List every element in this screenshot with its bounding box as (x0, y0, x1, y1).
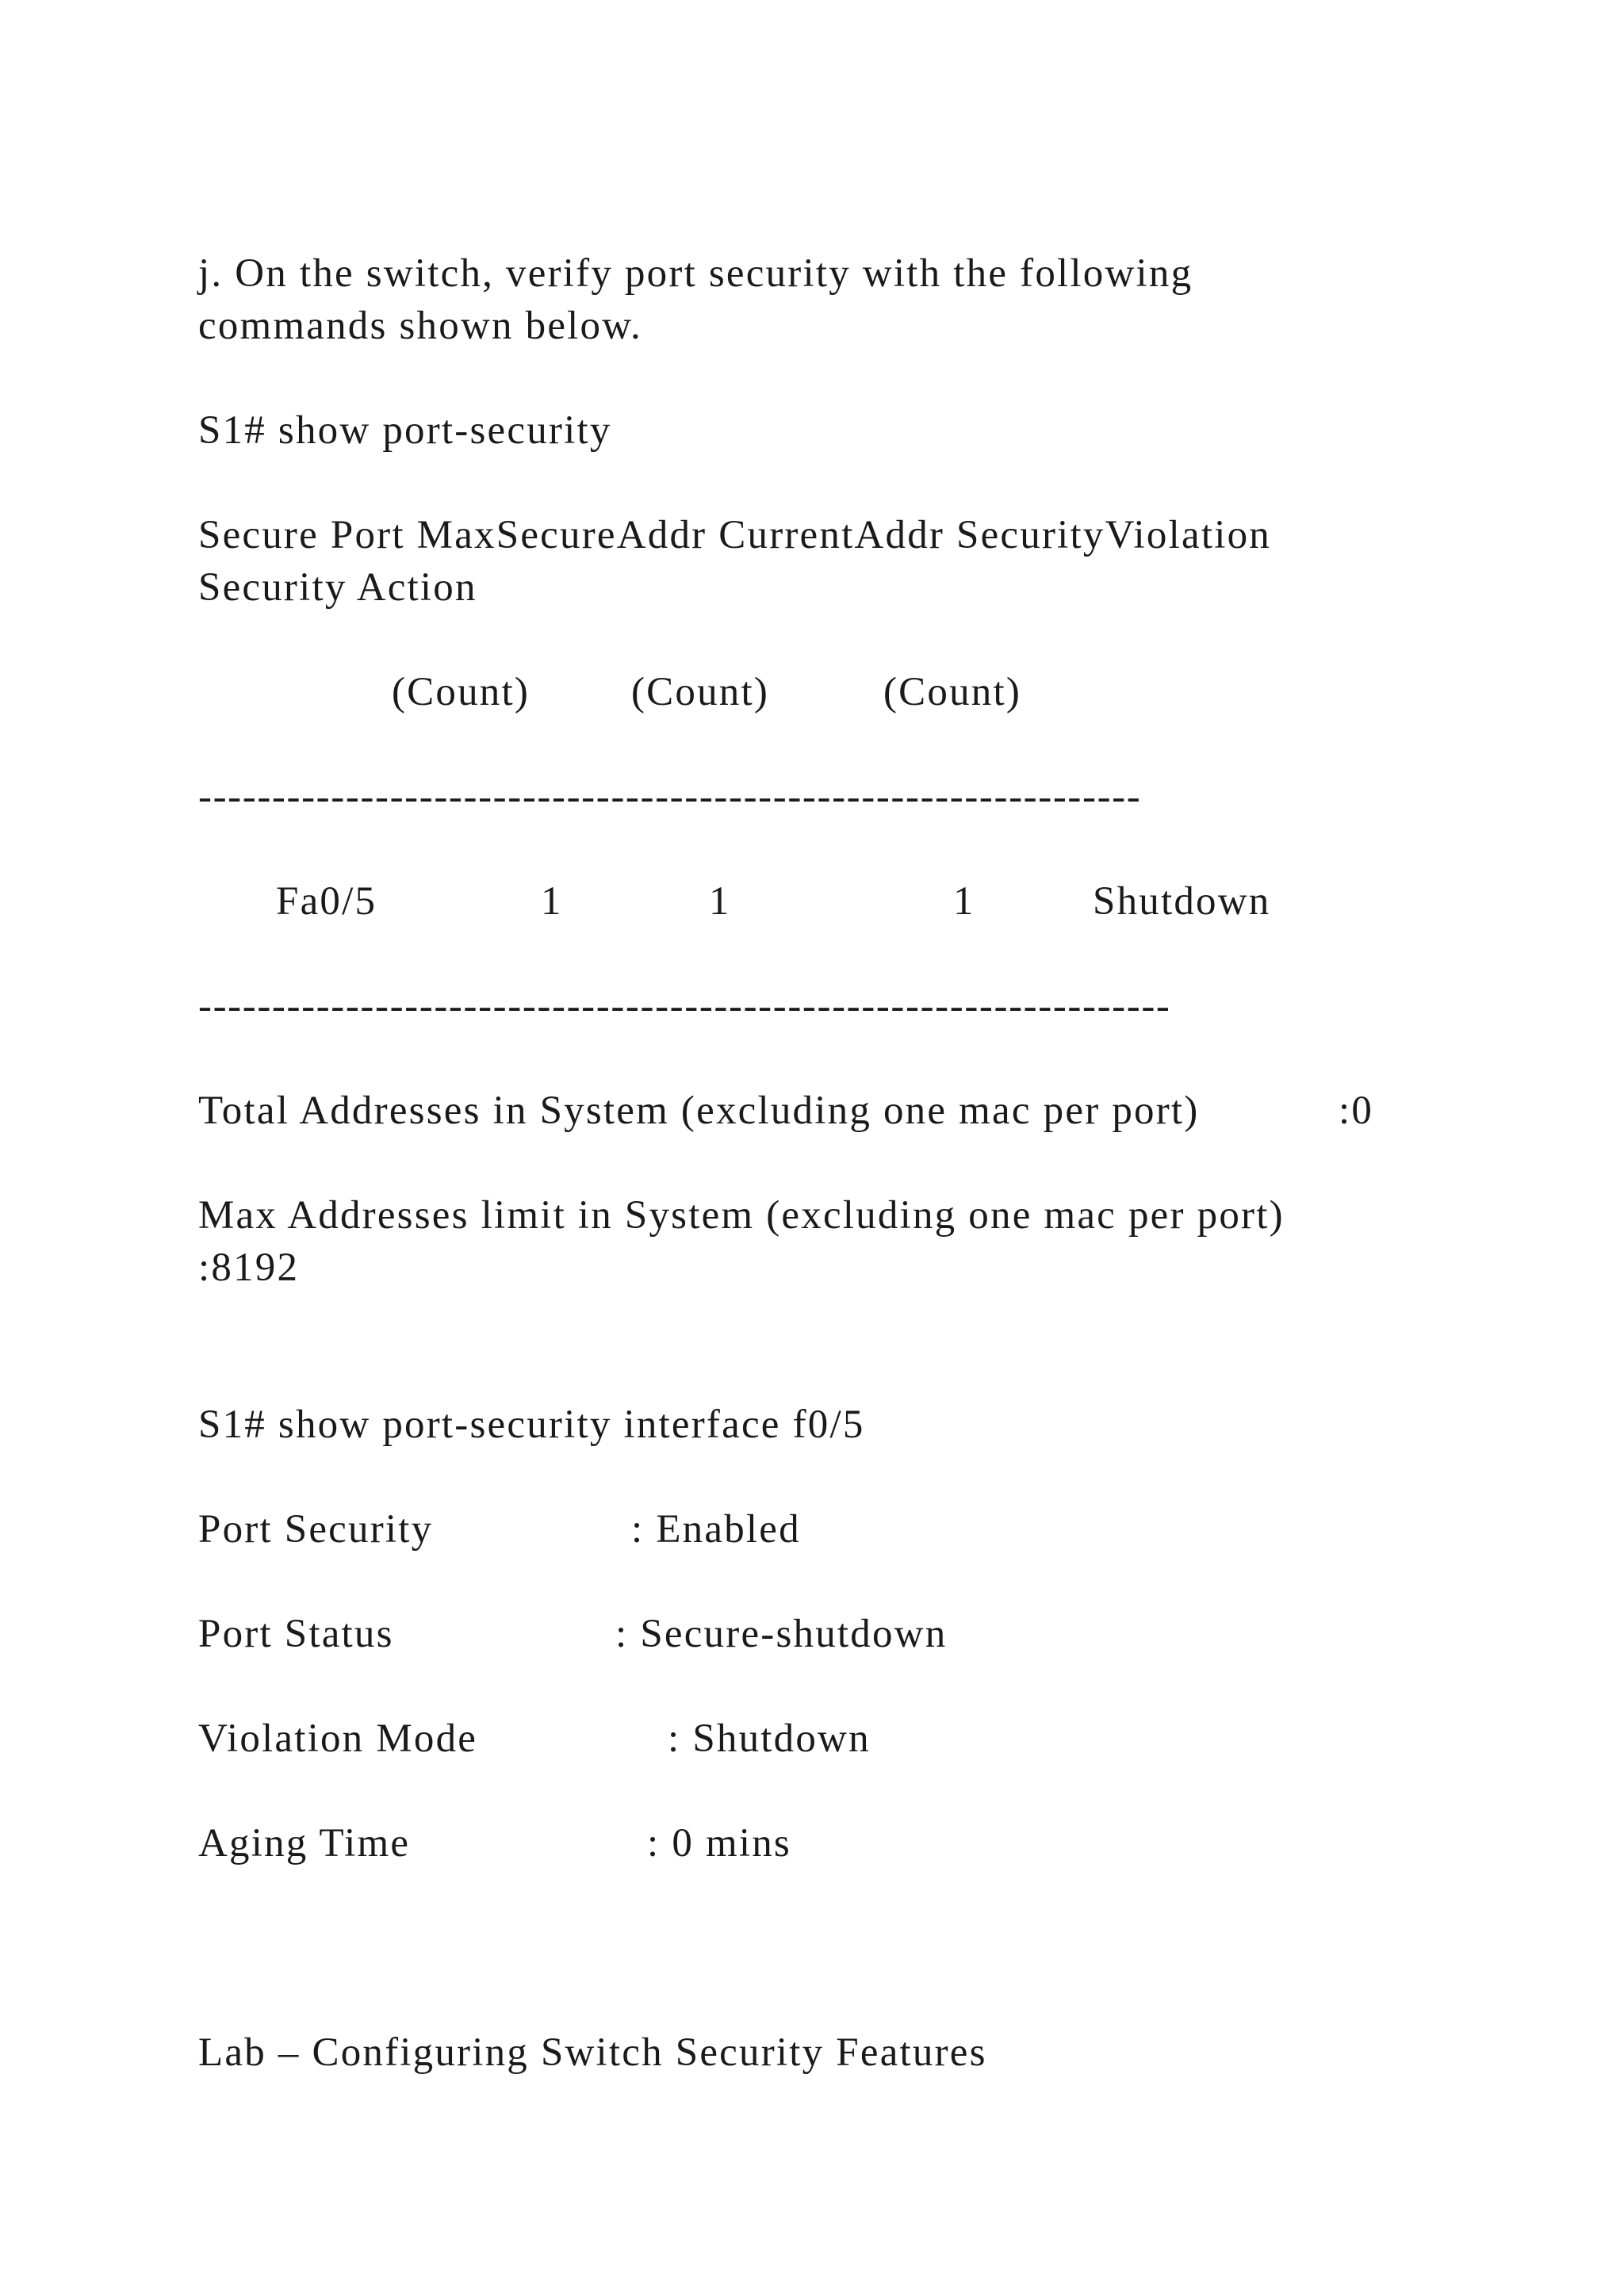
table-divider-bottom: ------------------------------------------------------------------ (198, 984, 1171, 1028)
aging-time-label: Aging Time (198, 1821, 411, 1866)
table-header-line-1: Secure Port MaxSecureAddr CurrentAddr SecurityViolation (198, 513, 1271, 557)
command-show-port-security-interface: S1# show port-security interface f0/5 (198, 1402, 865, 1447)
port-status-value: : Secure-shutdown (615, 1612, 948, 1656)
port-security-label: Port Security (198, 1507, 434, 1552)
violation-mode-label: Violation Mode (198, 1716, 478, 1761)
intro-line-2: commands shown below. (198, 304, 642, 348)
count-label-violation: (Count) (883, 670, 1022, 714)
violation-mode-value: : Shutdown (668, 1716, 871, 1761)
intro-line-1: j. On the switch, verify port security with the following (198, 251, 1193, 296)
port-security-value: : Enabled (631, 1507, 801, 1552)
footer-title: Lab – Configuring Switch Security Features (198, 2030, 987, 2075)
max-addresses-line-1: Max Addresses limit in System (excluding one mac per port) (198, 1193, 1285, 1238)
command-show-port-security: S1# show port-security (198, 408, 612, 453)
table-divider-top: ---------------------------------------------------------------- (198, 775, 1142, 819)
total-addresses-value: :0 (1339, 1089, 1374, 1133)
row-action: Shutdown (1093, 879, 1271, 924)
row-port: Fa0/5 (276, 879, 377, 924)
port-status-label: Port Status (198, 1612, 394, 1656)
table-header-line-2: Security Action (198, 565, 477, 610)
count-label-max: (Count) (392, 670, 530, 714)
max-addresses-line-2: :8192 (198, 1246, 300, 1290)
row-current: 1 (709, 879, 731, 924)
aging-time-value: : 0 mins (647, 1821, 791, 1866)
count-label-current: (Count) (631, 670, 770, 714)
row-max-secure: 1 (541, 879, 563, 924)
total-addresses-label: Total Addresses in System (excluding one mac per port) (198, 1089, 1200, 1133)
row-violation: 1 (953, 879, 975, 924)
